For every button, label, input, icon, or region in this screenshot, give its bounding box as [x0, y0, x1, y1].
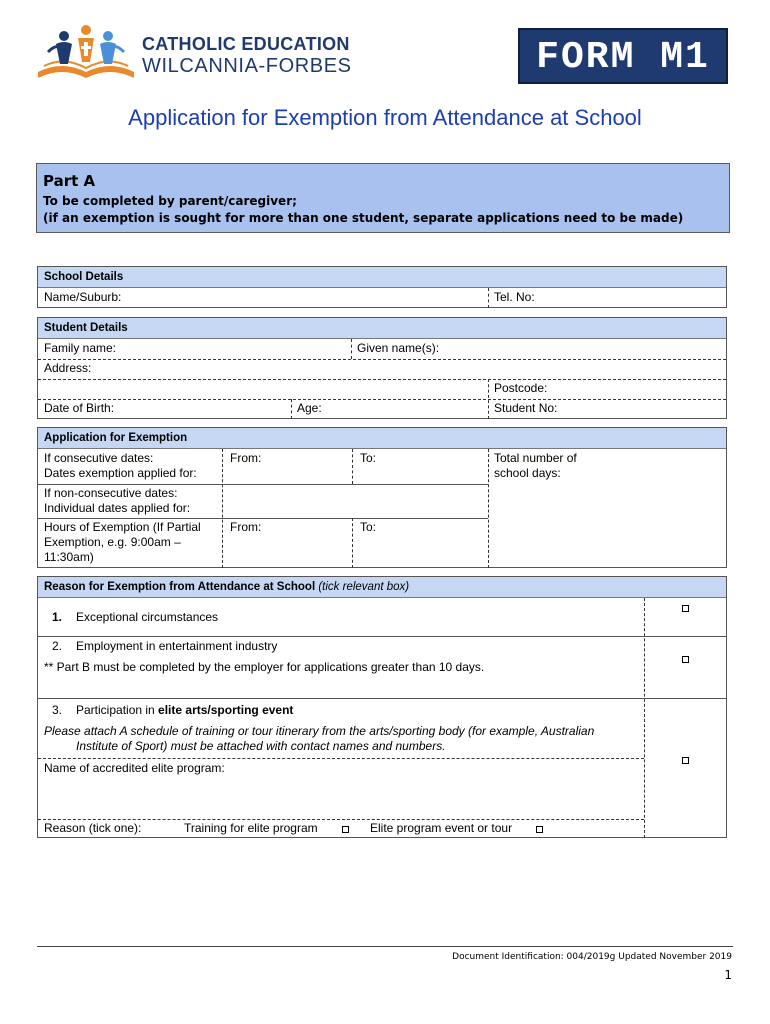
- hours-label-2: Exemption, e.g. 9:00am –: [44, 535, 181, 549]
- part-a-heading: Part A: [43, 172, 96, 190]
- reason-3-note-2: Institute of Sport) must be attached with contact names and numbers.: [76, 739, 446, 753]
- option-event-label: Elite program event or tour: [370, 821, 513, 835]
- divider: [488, 449, 489, 568]
- divider: [291, 399, 292, 419]
- divider: [38, 636, 726, 637]
- reason-heading: [38, 577, 726, 598]
- logo: [34, 22, 374, 86]
- reason-3-text-b: elite arts/sporting event: [158, 703, 294, 717]
- logo-line2: WILCANNIA-FORBES: [142, 55, 352, 77]
- total-days-label-1: Total number of: [494, 451, 577, 465]
- option-event-checkbox[interactable]: [536, 826, 543, 833]
- reason-heading-note: (tick relevant box): [318, 581, 410, 593]
- reason-2-checkbox[interactable]: [682, 656, 689, 663]
- footer-rule: [37, 946, 733, 947]
- reason-2-note: ** Part B must be completed by the employer for applications greater than 10 days.: [44, 660, 485, 674]
- form-badge: FORM M1: [518, 28, 728, 84]
- reason-1-text: Exceptional circumstances: [76, 610, 219, 624]
- student-details-heading: Student Details: [38, 318, 726, 339]
- logo-emblem-icon: [34, 22, 138, 86]
- family-name-label: Family name:: [44, 341, 117, 355]
- given-names-label: Given name(s):: [357, 341, 440, 355]
- divider: [38, 518, 488, 519]
- reason-3-text: [76, 703, 293, 718]
- nonconsecutive-label-2: Individual dates applied for:: [44, 501, 191, 515]
- part-a-line2: (if an exemption is sought for more than one student, separate applications need to be made): [43, 211, 684, 225]
- divider: [644, 598, 645, 838]
- to-label: To:: [360, 451, 377, 465]
- divider: [352, 518, 353, 568]
- divider: [38, 819, 644, 820]
- page-title: Application for Exemption from Attendance at School: [128, 105, 642, 130]
- total-days-label-2: school days:: [494, 466, 561, 480]
- reason-heading-text: Reason for Exemption from Attendance at School: [44, 581, 316, 593]
- from-label: From:: [230, 520, 262, 534]
- divider: [38, 379, 726, 380]
- divider: [488, 288, 489, 308]
- part-a-line1: To be completed by parent/caregiver;: [43, 194, 297, 208]
- logo-line1: CATHOLIC EDUCATION: [142, 34, 350, 54]
- reason-3-checkbox[interactable]: [682, 757, 689, 764]
- name-suburb-label: Name/Suburb:: [44, 290, 122, 304]
- school-details-section: [37, 266, 727, 308]
- divider: [38, 758, 644, 759]
- reason-3-text-a: Participation in: [76, 703, 159, 717]
- part-a-box: [36, 163, 730, 233]
- divider: [352, 449, 353, 484]
- divider: [351, 339, 352, 359]
- option-training-label: Training for elite program: [184, 821, 318, 835]
- reason-tick-label: Reason (tick one):: [44, 821, 142, 835]
- from-label: From:: [230, 451, 262, 465]
- hours-label-3: 11:30am): [44, 550, 94, 564]
- reason-2-number: 2.: [52, 639, 63, 653]
- document-id: Document Identification: 004/2019g Updated November 2019: [452, 952, 732, 962]
- age-label: Age:: [297, 401, 322, 415]
- divider: [38, 359, 726, 360]
- divider: [38, 698, 726, 699]
- to-label: To:: [360, 520, 377, 534]
- reason-3-number: 3.: [52, 703, 63, 717]
- reason-1-number: 1.: [52, 610, 63, 624]
- student-details-section: [37, 317, 727, 419]
- reason-3-note-1: Please attach A schedule of training or tour itinerary from the arts/sporting body (for example, Australian: [44, 724, 595, 738]
- student-no-label: Student No:: [494, 401, 558, 415]
- tel-label: Tel. No:: [494, 290, 535, 304]
- reason-section: [37, 576, 727, 838]
- application-section: [37, 427, 727, 568]
- page-number: 1: [724, 968, 732, 982]
- option-training-checkbox[interactable]: [342, 826, 349, 833]
- postcode-label: Postcode:: [494, 381, 548, 395]
- divider: [38, 399, 726, 400]
- divider: [38, 484, 488, 485]
- divider: [222, 449, 223, 568]
- reason-1-checkbox[interactable]: [682, 605, 689, 612]
- application-heading: Application for Exemption: [38, 428, 726, 449]
- address-label: Address:: [44, 361, 92, 375]
- elite-program-label: Name of accredited elite program:: [44, 761, 225, 775]
- consecutive-label-2: Dates exemption applied for:: [44, 466, 197, 480]
- dob-label: Date of Birth:: [44, 401, 115, 415]
- nonconsecutive-label-1: If non-consecutive dates:: [44, 486, 178, 500]
- reason-2-text: Employment in entertainment industry: [76, 639, 278, 653]
- school-details-heading: School Details: [38, 267, 726, 288]
- hours-label-1: Hours of Exemption (If Partial: [44, 520, 201, 534]
- consecutive-label-1: If consecutive dates:: [44, 451, 154, 465]
